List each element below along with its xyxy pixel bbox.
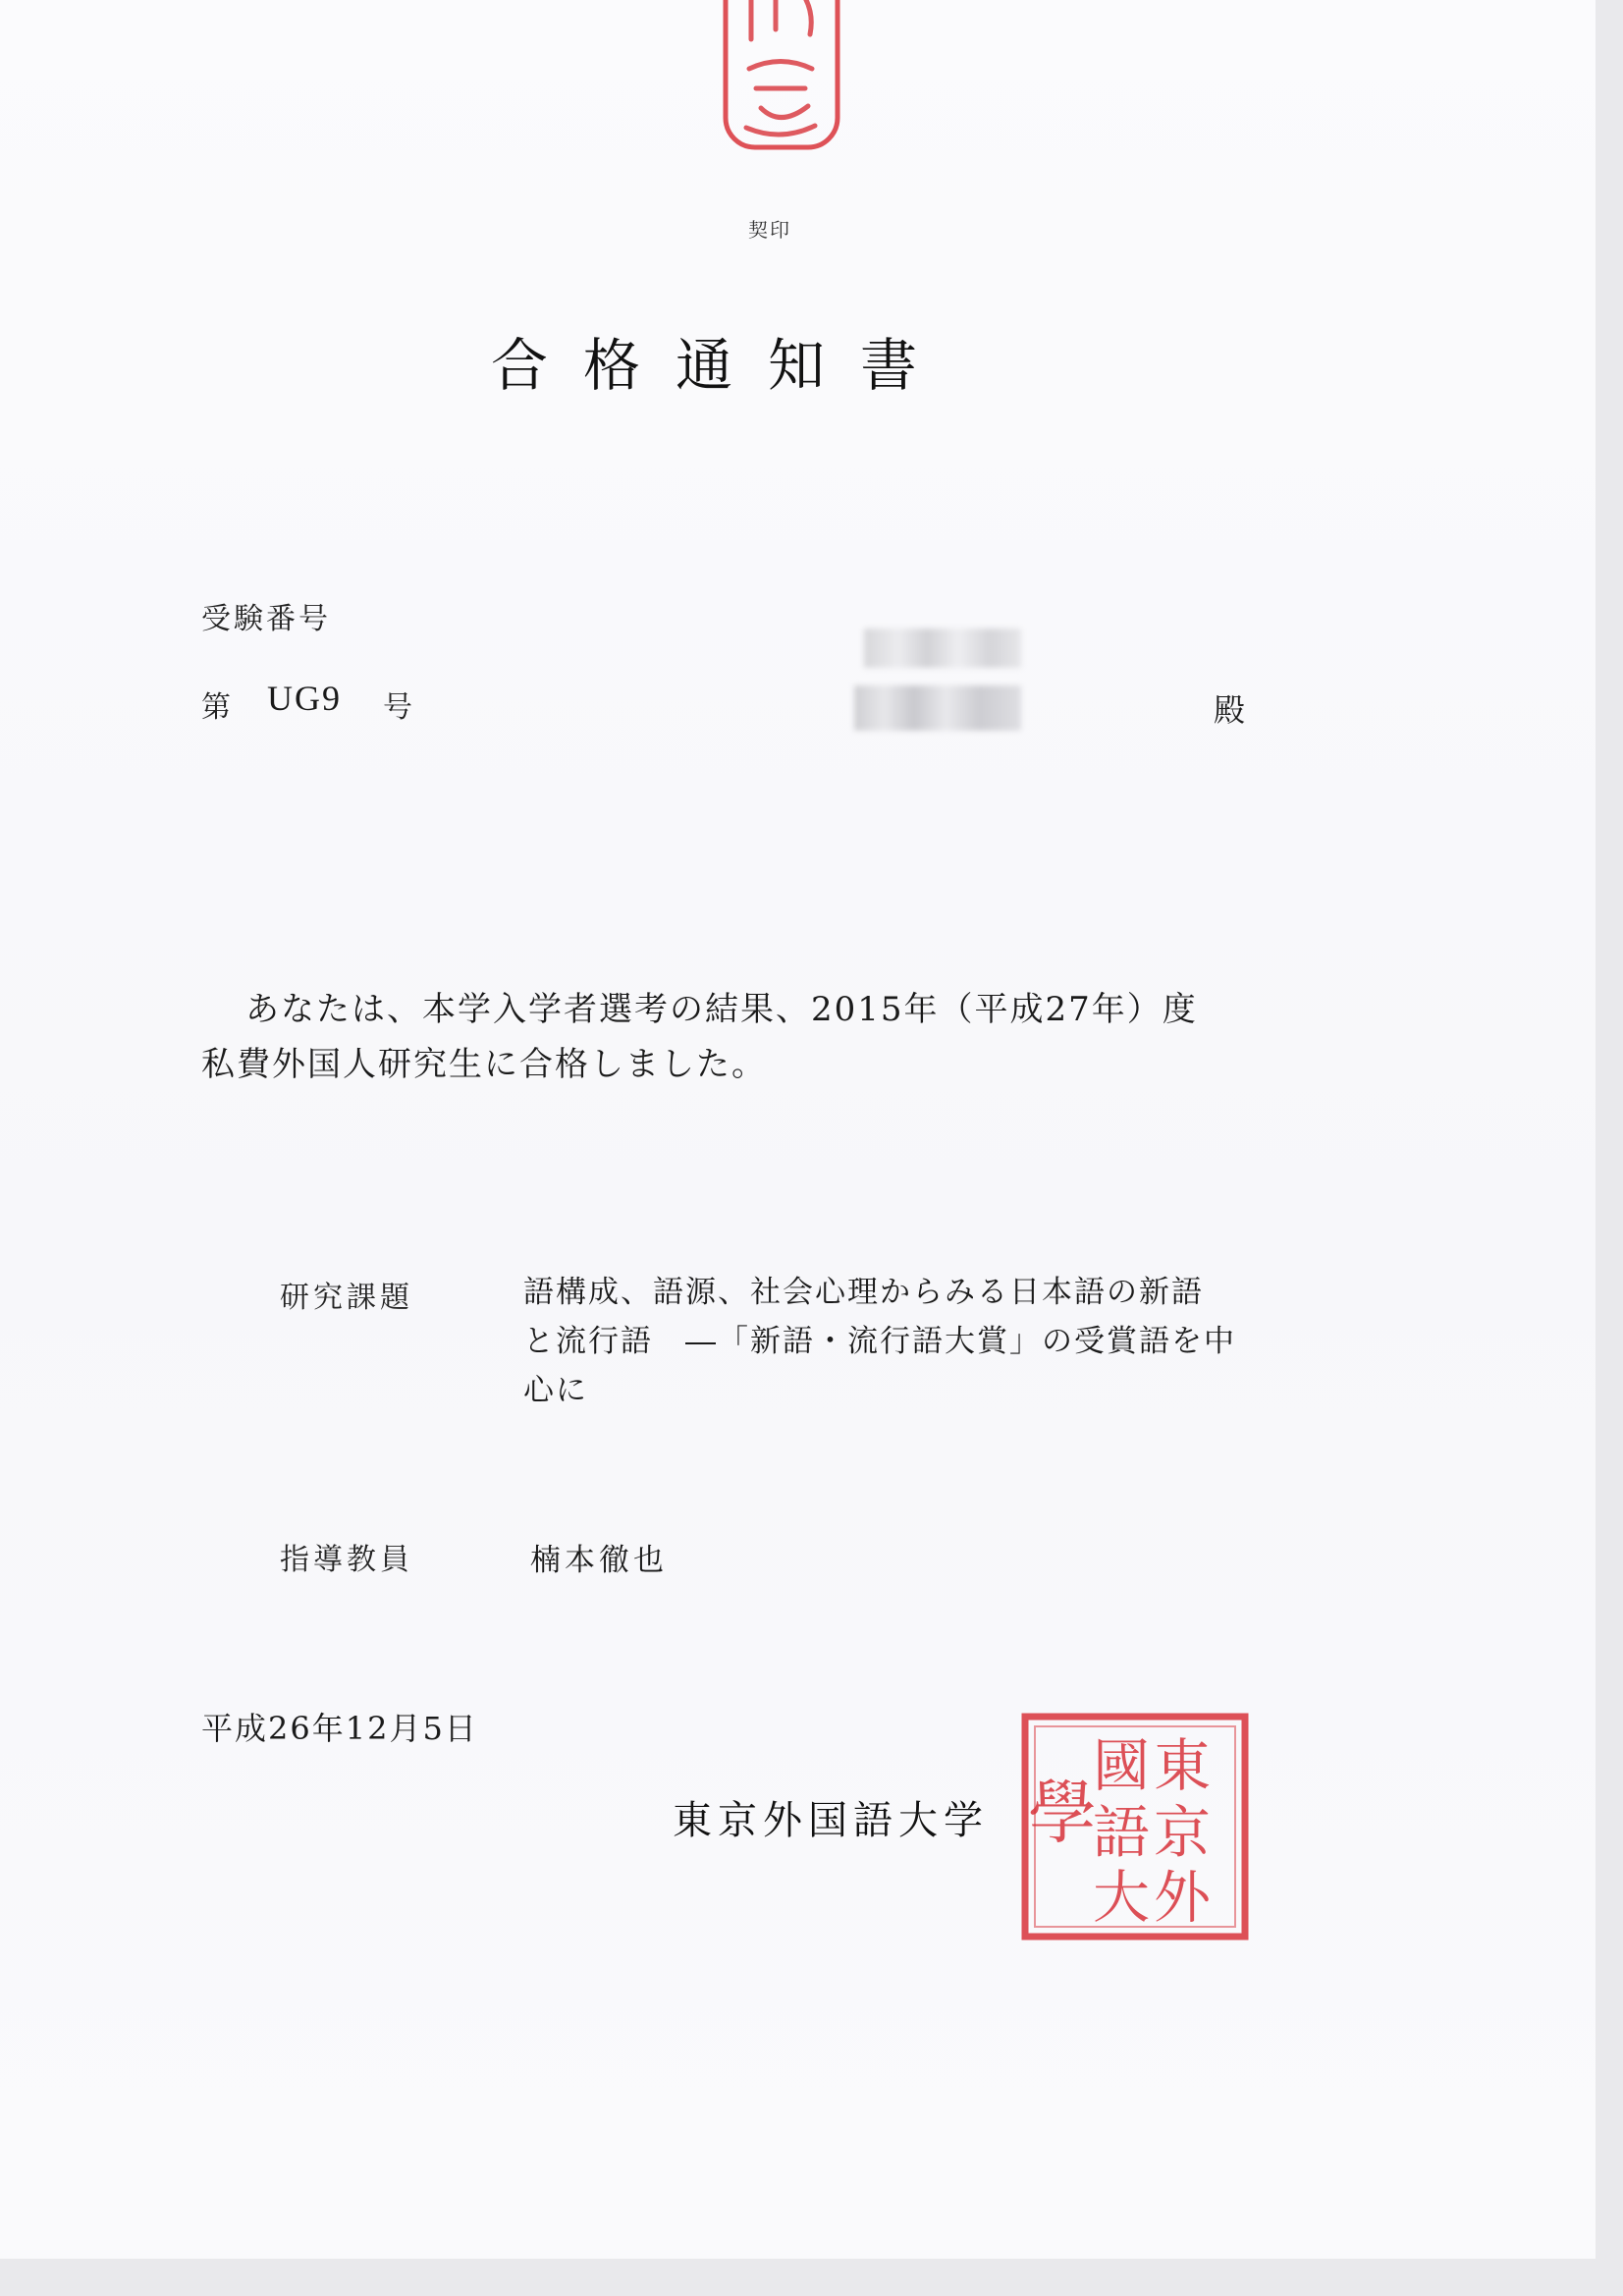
research-topic-line: 心に [523, 1373, 588, 1408]
svg-text:外: 外 [1153, 1864, 1212, 1931]
university-name: 東京外国語大学 [673, 1798, 989, 1843]
svg-text:國: 國 [1092, 1732, 1151, 1799]
svg-text:大: 大 [1092, 1864, 1151, 1931]
body-text-line: 私費外国人研究生に合格しました。 [201, 1045, 767, 1084]
exam-number-label: 受験番号 [201, 602, 331, 636]
svg-text:語: 語 [1092, 1799, 1151, 1866]
honorific: 殿 [1214, 691, 1246, 729]
issue-date: 平成26年12月5日 [201, 1710, 478, 1747]
university-seal-stamp [1017, 1709, 1253, 1944]
research-topic-line: と流行語 ―「新語・流行語大賞」の受賞語を中 [523, 1324, 1236, 1359]
svg-text:京: 京 [1153, 1799, 1212, 1866]
contract-seal-stamp [722, 0, 841, 157]
exam-number-prefix: 第 [201, 690, 234, 725]
document-title: 合格通知書 [491, 332, 953, 399]
svg-text:東: 東 [1153, 1732, 1212, 1799]
contract-seal-label: 契印 [748, 218, 791, 242]
redacted-name-block [854, 685, 1021, 731]
advisor-name: 楠本徹也 [530, 1543, 668, 1578]
exam-number: UG9 [267, 679, 342, 718]
exam-number-suffix: 号 [383, 690, 415, 725]
research-topic-line: 語構成、語源、社会心理からみる日本語の新語 [523, 1275, 1204, 1310]
body-text-line: あなたは、本学入学者選考の結果、2015年（平成27年）度 [245, 990, 1198, 1029]
svg-text:學: 學 [1028, 1773, 1097, 1853]
research-topic-label: 研究課題 [280, 1281, 413, 1315]
redacted-name-block [864, 629, 1021, 668]
advisor-label: 指導教員 [280, 1543, 413, 1577]
